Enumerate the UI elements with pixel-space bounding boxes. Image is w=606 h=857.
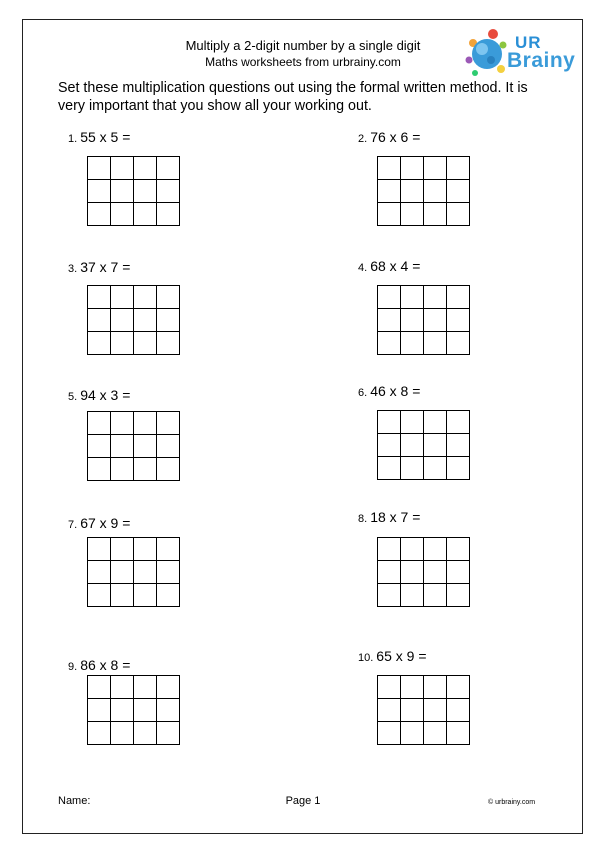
question-text: 55 x 5 = — [80, 129, 131, 145]
grid-cell[interactable] — [401, 676, 424, 699]
question-number: 10. — [358, 652, 374, 664]
grid-cell[interactable] — [424, 538, 447, 561]
grid-cell[interactable] — [111, 584, 134, 607]
grid-cell[interactable] — [401, 538, 424, 561]
grid-cell[interactable] — [378, 332, 401, 355]
grid-cell[interactable] — [447, 584, 470, 607]
name-label: Name: — [58, 795, 91, 807]
grid-cell[interactable] — [401, 457, 424, 480]
grid-cell[interactable] — [447, 722, 470, 745]
grid-cell[interactable] — [111, 286, 134, 309]
grid-cell[interactable] — [157, 676, 180, 699]
grid-cell[interactable] — [157, 435, 180, 458]
answer-grid[interactable] — [87, 411, 180, 481]
question-text: 65 x 9 = — [376, 648, 427, 664]
grid-cell[interactable] — [134, 203, 157, 226]
grid-cell[interactable] — [88, 676, 111, 699]
grid-cell[interactable] — [378, 676, 401, 699]
grid-cell[interactable] — [111, 412, 134, 435]
grid-cell[interactable] — [378, 203, 401, 226]
grid-cell[interactable] — [447, 157, 470, 180]
answer-grid[interactable] — [377, 675, 470, 745]
question-text: 68 x 4 = — [370, 258, 421, 274]
grid-cell[interactable] — [134, 561, 157, 584]
grid-cell[interactable] — [401, 722, 424, 745]
question-number: 8. — [358, 513, 368, 525]
page-number: Page 1 — [285, 795, 321, 807]
grid-cell[interactable] — [157, 722, 180, 745]
question-number: 5. — [68, 391, 78, 403]
grid-cell[interactable] — [134, 699, 157, 722]
question-text: 37 x 7 = — [80, 259, 131, 275]
question-number: 9. — [68, 661, 78, 673]
grid-cell[interactable] — [88, 309, 111, 332]
grid-cell[interactable] — [424, 434, 447, 457]
grid-cell[interactable] — [88, 722, 111, 745]
grid-cell[interactable] — [88, 584, 111, 607]
grid-cell[interactable] — [157, 699, 180, 722]
grid-cell[interactable] — [111, 157, 134, 180]
answer-grid[interactable] — [377, 156, 470, 226]
grid-cell[interactable] — [447, 286, 470, 309]
grid-cell[interactable] — [378, 157, 401, 180]
answer-grid[interactable] — [87, 156, 180, 226]
grid-cell[interactable] — [424, 676, 447, 699]
grid-cell[interactable] — [447, 309, 470, 332]
grid-cell[interactable] — [401, 434, 424, 457]
grid-cell[interactable] — [157, 458, 180, 481]
grid-cell[interactable] — [424, 411, 447, 434]
grid-cell[interactable] — [424, 457, 447, 480]
logo-text-brainy: Brainy — [507, 49, 576, 72]
grid-cell[interactable] — [424, 584, 447, 607]
grid-cell[interactable] — [88, 538, 111, 561]
grid-cell[interactable] — [378, 180, 401, 203]
grid-cell[interactable] — [424, 203, 447, 226]
question-text: 46 x 8 = — [370, 383, 421, 399]
worksheet-subtitle: Maths worksheets from urbrainy.com — [205, 55, 401, 69]
grid-cell[interactable] — [134, 332, 157, 355]
question-number: 6. — [358, 387, 368, 399]
grid-cell[interactable] — [134, 286, 157, 309]
grid-cell[interactable] — [447, 180, 470, 203]
grid-cell[interactable] — [88, 435, 111, 458]
grid-cell[interactable] — [88, 332, 111, 355]
grid-cell[interactable] — [88, 286, 111, 309]
grid-cell[interactable] — [424, 722, 447, 745]
question-number: 3. — [68, 263, 78, 275]
grid-cell[interactable] — [447, 411, 470, 434]
urbrainy-logo — [463, 27, 579, 79]
grid-cell[interactable] — [401, 286, 424, 309]
grid-cell[interactable] — [424, 699, 447, 722]
grid-cell[interactable] — [378, 411, 401, 434]
grid-cell[interactable] — [401, 203, 424, 226]
grid-cell[interactable] — [401, 180, 424, 203]
grid-cell[interactable] — [134, 676, 157, 699]
grid-cell[interactable] — [88, 157, 111, 180]
grid-cell[interactable] — [134, 157, 157, 180]
grid-cell[interactable] — [447, 457, 470, 480]
grid-cell[interactable] — [447, 203, 470, 226]
worksheet-title: Multiply a 2-digit number by a single digit — [185, 38, 421, 53]
grid-cell[interactable] — [447, 332, 470, 355]
grid-cell[interactable] — [134, 412, 157, 435]
grid-cell[interactable] — [88, 180, 111, 203]
grid-cell[interactable] — [88, 412, 111, 435]
answer-grid[interactable] — [87, 675, 180, 745]
grid-cell[interactable] — [447, 561, 470, 584]
answer-grid[interactable] — [87, 285, 180, 355]
grid-cell[interactable] — [378, 538, 401, 561]
answer-grid[interactable] — [377, 537, 470, 607]
question-text: 67 x 9 = — [80, 515, 131, 531]
grid-cell[interactable] — [111, 458, 134, 481]
grid-cell[interactable] — [111, 332, 134, 355]
grid-cell[interactable] — [157, 309, 180, 332]
grid-cell[interactable] — [378, 584, 401, 607]
grid-cell[interactable] — [424, 157, 447, 180]
grid-cell[interactable] — [111, 561, 134, 584]
grid-cell[interactable] — [134, 458, 157, 481]
grid-cell[interactable] — [157, 538, 180, 561]
grid-cell[interactable] — [424, 309, 447, 332]
grid-cell[interactable] — [111, 203, 134, 226]
grid-cell[interactable] — [111, 699, 134, 722]
grid-cell[interactable] — [157, 561, 180, 584]
grid-cell[interactable] — [401, 332, 424, 355]
grid-cell[interactable] — [111, 722, 134, 745]
grid-cell[interactable] — [424, 332, 447, 355]
grid-cell[interactable] — [447, 676, 470, 699]
question-number: 4. — [358, 262, 368, 274]
grid-cell[interactable] — [157, 584, 180, 607]
grid-cell[interactable] — [447, 538, 470, 561]
grid-cell[interactable] — [88, 699, 111, 722]
grid-cell[interactable] — [134, 180, 157, 203]
grid-cell[interactable] — [111, 180, 134, 203]
instructions-text: Set these multiplication questions out using the formal written method. It is very important that you show all your working out. — [58, 80, 528, 114]
grid-cell[interactable] — [401, 309, 424, 332]
copyright-text: © urbrainy.com — [488, 799, 536, 806]
grid-cell[interactable] — [111, 309, 134, 332]
question-text: 76 x 6 = — [370, 129, 421, 145]
grid-cell[interactable] — [378, 434, 401, 457]
grid-cell[interactable] — [134, 435, 157, 458]
grid-cell[interactable] — [401, 699, 424, 722]
answer-grid[interactable] — [377, 285, 470, 355]
grid-cell[interactable] — [424, 561, 447, 584]
grid-cell[interactable] — [111, 435, 134, 458]
grid-cell[interactable] — [134, 584, 157, 607]
grid-cell[interactable] — [111, 538, 134, 561]
question-number: 7. — [68, 519, 78, 531]
grid-cell[interactable] — [88, 203, 111, 226]
grid-cell[interactable] — [378, 286, 401, 309]
question-number: 2. — [358, 133, 368, 145]
grid-cell[interactable] — [134, 309, 157, 332]
grid-cell[interactable] — [157, 332, 180, 355]
question-text: 86 x 8 = — [80, 657, 131, 673]
grid-cell[interactable] — [401, 411, 424, 434]
grid-cell[interactable] — [157, 180, 180, 203]
grid-cell[interactable] — [88, 458, 111, 481]
grid-cell[interactable] — [424, 180, 447, 203]
grid-cell[interactable] — [424, 286, 447, 309]
grid-cell[interactable] — [157, 286, 180, 309]
logo-text-ur: UR — [515, 33, 542, 52]
grid-cell[interactable] — [378, 722, 401, 745]
answer-grid[interactable] — [377, 410, 470, 480]
question-number: 1. — [68, 133, 78, 145]
grid-cell[interactable] — [378, 561, 401, 584]
grid-cell[interactable] — [401, 584, 424, 607]
grid-cell[interactable] — [134, 722, 157, 745]
answer-grid[interactable] — [87, 537, 180, 607]
grid-cell[interactable] — [401, 561, 424, 584]
grid-cell[interactable] — [157, 412, 180, 435]
grid-cell[interactable] — [157, 157, 180, 180]
grid-cell[interactable] — [134, 538, 157, 561]
grid-cell[interactable] — [111, 676, 134, 699]
question-text: 18 x 7 = — [370, 509, 421, 525]
grid-cell[interactable] — [447, 699, 470, 722]
grid-cell[interactable] — [447, 434, 470, 457]
grid-cell[interactable] — [378, 457, 401, 480]
grid-cell[interactable] — [378, 309, 401, 332]
grid-cell[interactable] — [88, 561, 111, 584]
grid-cell[interactable] — [378, 699, 401, 722]
question-text: 94 x 3 = — [80, 387, 131, 403]
grid-cell[interactable] — [157, 203, 180, 226]
grid-cell[interactable] — [401, 157, 424, 180]
